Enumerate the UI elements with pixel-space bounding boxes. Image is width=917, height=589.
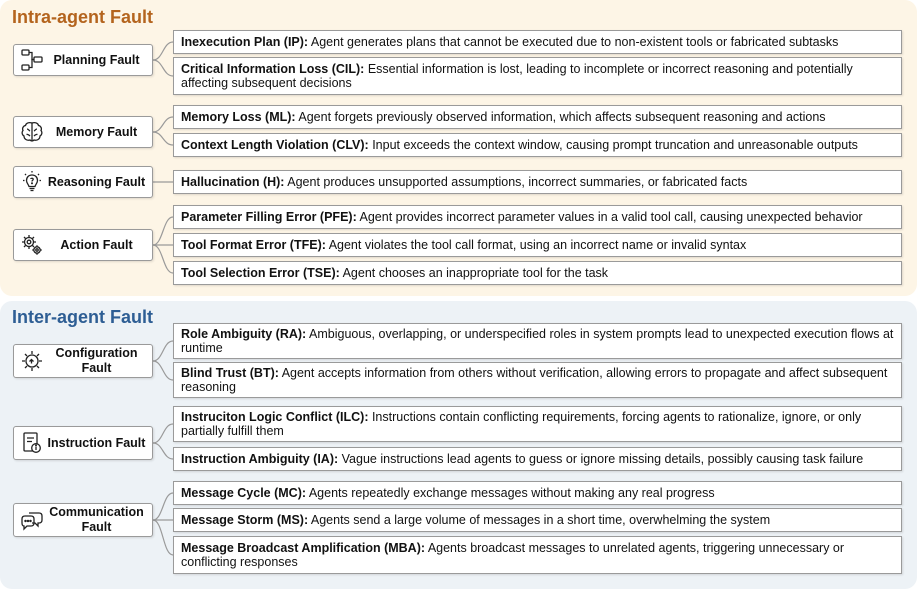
chat-bubbles-icon (19, 507, 45, 533)
document-info-icon (19, 430, 45, 456)
memory-fault-label: Memory Fault (55, 124, 138, 139)
lightbulb-icon (19, 169, 45, 195)
item-name: Inexecution Plan (IP): (181, 34, 309, 49)
memory-fault-box (13, 116, 153, 148)
item-memory-loss (173, 105, 902, 129)
brain-icon (19, 119, 45, 145)
item-instruction-ambiguity (173, 447, 902, 471)
item-name: Critical Information Loss (CIL): (181, 61, 365, 76)
item-desc: Instructions contain conflicting requirements, forcing agents to rationalize, ignore, or only partially fulfill them (181, 409, 862, 438)
item-parameter-filling-error (173, 205, 902, 229)
instruction-fault-label: Instruction Fault (47, 435, 146, 450)
item-name: Instruciton Logic Conflict (ILC): (181, 409, 369, 424)
item-tool-selection-error (173, 261, 902, 285)
item-name: Memory Loss (ML): (181, 109, 296, 124)
item-desc: Agent accepts information from others without verification, allowing errors to propagate and affect subsequent reasoning (181, 365, 888, 394)
item-desc: Essential information is lost, leading to incomplete or incorrect reasoning and potentially affecting subsequent decisions (181, 61, 853, 90)
configuration-fault-box (13, 344, 153, 378)
item-message-broadcast-amplification (173, 536, 902, 574)
reasoning-fault-label: Reasoning Fault (47, 174, 146, 189)
item-critical-information-loss (173, 57, 902, 95)
item-context-length-violation (173, 133, 902, 157)
item-name: Tool Selection Error (TSE): (181, 265, 340, 280)
action-fault-box (13, 229, 153, 261)
item-desc: Agent forgets previously observed information, which affects subsequent reasoning and actions (295, 109, 826, 124)
item-name: Message Storm (MS): (181, 512, 309, 527)
item-name: Parameter Filling Error (PFE): (181, 209, 357, 224)
item-instruction-logic-conflict (173, 406, 902, 442)
item-desc: Input exceeds the context window, causing prompt truncation and unreasonable outputs (368, 137, 858, 152)
planning-flow-icon (19, 47, 45, 73)
communication-fault-label: Communication Fault (49, 505, 144, 534)
item-message-cycle (173, 481, 902, 505)
item-name: Role Ambiguity (RA): (181, 326, 307, 341)
gears-icon (19, 232, 45, 258)
intra-agent-title: Intra-agent Fault (12, 7, 154, 27)
configuration-fault-label: Configuration Fault (55, 346, 138, 375)
item-name: Instruction Ambiguity (IA): (181, 451, 339, 466)
item-hallucination (173, 170, 902, 194)
item-desc: Vague instructions lead agents to guess or ignore missing details, possibly causing task failure (338, 451, 864, 466)
item-name: Tool Format Error (TFE): (181, 237, 326, 252)
item-desc: Agent provides incorrect parameter values in a valid tool call, causing unexpected behavior (356, 209, 863, 224)
item-desc: Ambiguous, overlapping, or underspecified roles in system prompts lead to unexpected execution flows at runtime (181, 326, 894, 355)
item-name: Context Length Violation (CLV): (181, 137, 369, 152)
planning-fault-label: Planning Fault (53, 52, 140, 67)
item-name: Hallucination (H): (181, 174, 285, 189)
reasoning-fault-box (13, 166, 153, 198)
item-desc: Agents broadcast messages to unrelated agents, triggering unnecessary or conflicting responses (181, 540, 845, 569)
item-name: Blind Trust (BT): (181, 365, 279, 380)
item-message-storm (173, 508, 902, 532)
item-role-ambiguity (173, 323, 902, 359)
item-name: Message Cycle (MC): (181, 485, 307, 500)
instruction-fault-box (13, 426, 153, 460)
inter-agent-title: Inter-agent Fault (12, 307, 154, 327)
planning-fault-box (13, 44, 153, 76)
item-tool-format-error (173, 233, 902, 257)
item-desc: Agents send a large volume of messages in a short time, overwhelming the system (308, 512, 771, 527)
item-blind-trust (173, 362, 902, 398)
communication-fault-box (13, 503, 153, 537)
item-name: Message Broadcast Amplification (MBA): (181, 540, 426, 555)
item-desc: Agent violates the tool call format, using an incorrect name or invalid syntax (325, 237, 747, 252)
action-fault-label: Action Fault (60, 237, 133, 252)
item-desc: Agent produces unsupported assumptions, incorrect summaries, or fabricated facts (284, 174, 748, 189)
item-desc: Agent generates plans that cannot be executed due to non-existent tools or fabricated subtasks (308, 34, 839, 49)
config-gear-icon (19, 348, 45, 374)
item-inexecution-plan (173, 30, 902, 54)
item-desc: Agent chooses an inappropriate tool for the task (339, 265, 609, 280)
item-desc: Agents repeatedly exchange messages without making any real progress (306, 485, 715, 500)
